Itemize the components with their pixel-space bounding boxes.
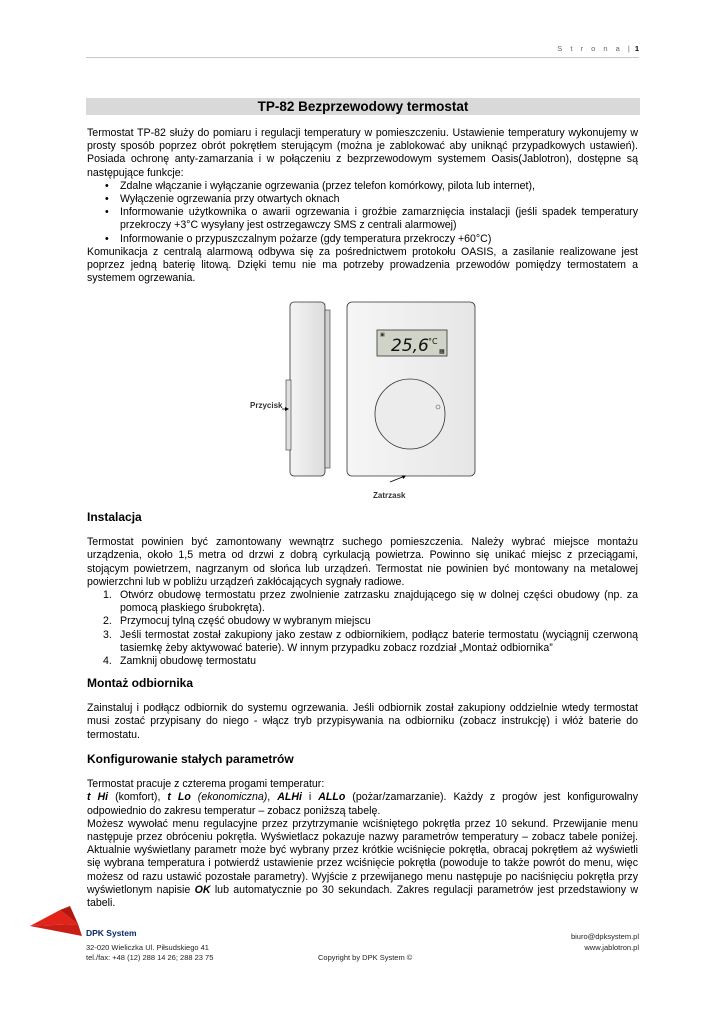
list-item: 3. Jeśli termostat został zakupiony jako zestaw z odbiornikiem, podłącz baterie termostatu (wyciągnij czerwoną tasiemkę żeby aktywować baterie). W innym przypadku zobacz rozdział „Montaż odbiornika” <box>103 628 638 654</box>
logo-text: DPK System <box>86 928 137 938</box>
list-item: • Informowanie o przypuszczalnym pożarze (gdy temperatura przekroczy +60°C) <box>120 233 638 246</box>
footer-copyright: Copyright by DPK System © <box>318 953 413 962</box>
list-item: • Informowanie użytkownika o awarii ogrzewania i groźbie zamarznięcia instalacji (jeśli spadek temperatury przekroczy +3°C wysyłany jest ostrzegawczy SMS z centrali alarmowej) <box>120 206 638 232</box>
display-temperature: 25,6 <box>391 336 429 356</box>
page-word: S t r o n a <box>557 44 623 53</box>
footer-website[interactable]: www.jablotron.pl <box>584 943 639 952</box>
installation-section <box>87 511 638 668</box>
label-latch: Zatrzask <box>373 491 406 500</box>
list-item: 1. Otwórz obudowę termostatu przez zwolnienie zatrzasku znajdującego się w dolnej części obudowy (np. za pomocą płaskiego śrubokręta). <box>103 589 638 615</box>
installation-steps <box>87 589 638 668</box>
intro-section <box>87 127 638 285</box>
list-item: 2. Przymocuj tylną część obudowy w wybranym miejscu <box>103 615 371 628</box>
thermostat-side-view <box>286 302 330 476</box>
list-item: 4. Zamknij obudowę termostatu <box>103 655 257 668</box>
configuration-intro: Termostat pracuje z czterema progami temperatur: <box>87 778 325 791</box>
thermostat-front-view <box>347 302 475 476</box>
section-heading-configuration: Konfigurowanie stałych parametrów <box>87 752 294 766</box>
list-item: • Wyłączenie ogrzewania przy otwartych oknach <box>120 193 638 206</box>
control-knob <box>375 379 445 449</box>
intro-paragraph: Termostat TP-82 służy do pomiaru i regulacji temperatury w pomieszczeniu. Ustawienie temperatury wykonujemy w prosty sposób poprzez obrót pokrętłem sterującym (można je zablokować aby uniknąć przypadkowych ustawień). Posiada ochronę anty-zamarzania i w połączeniu z bezprzewodowym systemem Oasis(Jablotron), dostępne są następujące funkcje: <box>87 127 638 179</box>
footer-address: 32-020 Wieliczka Ul. Piłsudskiego 41 <box>86 943 209 952</box>
section-heading-installation: Instalacja <box>87 510 142 524</box>
page-separator: | <box>627 44 633 53</box>
document-title: TP-82 Bezprzewodowy termostat <box>86 98 640 115</box>
intro-paragraph-2: Komunikacja z centralą alarmową odbywa się za pośrednictwem protokołu OASIS, a zasilanie realizowane jest poprzez jedną baterię litową. Dzięki temu nie ma potrzeby prowadzenia przewodów pomiędzy termostatem a systemem ogrzewania. <box>87 245 638 285</box>
label-button: Przycisk <box>250 401 283 410</box>
page-number: 1 <box>634 44 639 53</box>
footer-phone: tel./fax: +48 (12) 288 14 26; 288 23 75 <box>86 953 214 962</box>
lock-icon: ▦ <box>439 348 445 355</box>
header-rule <box>86 57 639 58</box>
configuration-thresholds: t Hi (komfort), t Lo (ekonomiczna), ALHi i ALLo (pożar/zamarzanie). Każdy z progów jest konfigurowalny odpowiednio do zakresu temperatur – zobacz poniższą tabelę. <box>87 791 638 817</box>
mounting-paragraph: Zainstaluj i podłącz odbiornik do systemu ogrzewania. Jeśli odbiornik został zakupiony oddzielnie wtedy termostat musi zostać przypisany do niego - włącz tryb przypisywania na odbiorniku (zobacz instrukcję) i włóż baterie do termostatu. <box>87 702 638 741</box>
side-button <box>286 380 291 450</box>
page-number-header <box>557 44 639 53</box>
feature-list <box>87 180 638 246</box>
installation-paragraph: Termostat powinien być zamontowany wewnątrz suchego pomieszczenia. Należy wybrać miejsce montażu urządzenia, około 1,5 metra od drzwi z dobrą cyrkulacją powietrza. Powinno się unikać miejsc z przeciągami, stojącym powietrzem, nagrzanym od słońca lub urządzeń. Termostat nie powinien być montowany na metalowej powierzchni lub w pobliżu urządzeń zakłócających sygnały radiowe. <box>87 536 638 588</box>
list-item: • Zdalne włączanie i wyłączanie ogrzewania (przez telefon komórkowy, pilota lub internet), <box>120 180 638 193</box>
company-logo <box>30 906 137 942</box>
thermostat-illustration <box>240 296 490 506</box>
mounting-section <box>87 677 638 742</box>
display-unit: °C <box>428 337 438 346</box>
configuration-section <box>87 753 638 910</box>
footer-contact-block <box>571 932 639 953</box>
section-heading-mounting: Montaż odbiornika <box>87 676 193 690</box>
footer-address-block <box>86 943 213 963</box>
footer-email[interactable]: biuro@dpksystem.pl <box>570 932 639 941</box>
configuration-paragraph: Możesz wywołać menu regulacyjne przez przytrzymanie wciśniętego pokrętła przez 10 sekund. Przewijanie menu następuje przez obróceniu pokrętła. Wyświetlacz pokazuje nazwy parametrów temperatury – zobacz tabele poniżej. Aktualnie wyświetlany parametr może być wybrany przez krótkie wciśnięcie pokrętła, obracaj pokrętłem aż wyświetli się wybrana temperatura i potwierdź ustawienie przez wciśnięcie pokrętła (powoduje to także powrót do menu, więc możesz od razu ustawić pozostałe parametry). Wyjście z przewijanego menu następuje po naciśnięciu pokrętła przy wyświetlonym napisie OK lub automatycznie po 30 sekundach. Zakres regulacji parametrów jest przedstawiony w tabeli. <box>87 817 638 910</box>
display-icon: ▣ <box>380 332 385 338</box>
